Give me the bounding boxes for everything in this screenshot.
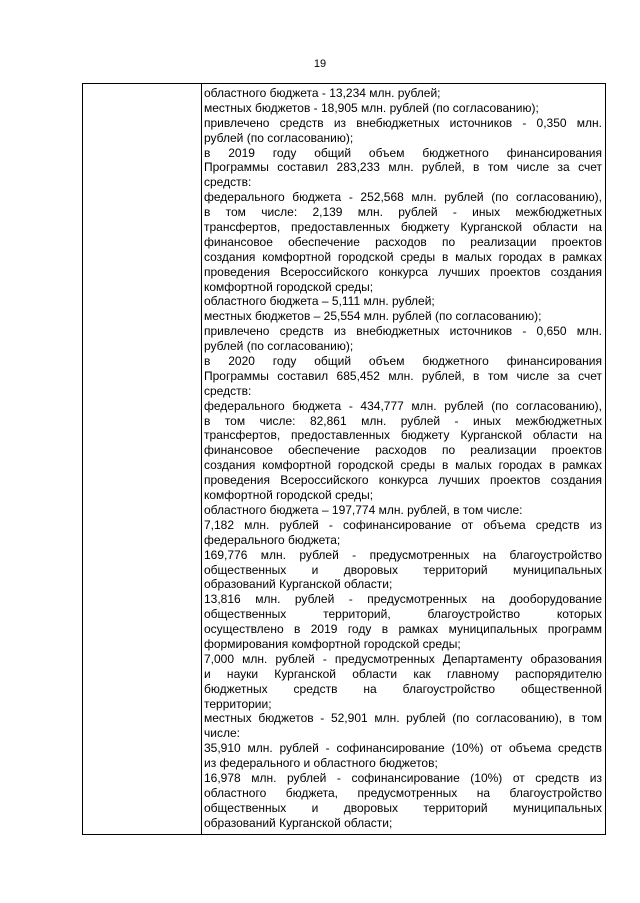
text-line: в 2020 году общий объем бюджетного финансирования [204, 354, 602, 369]
text-line: образований Курганской области; [204, 577, 393, 592]
text-line: федерального бюджета - 434,777 млн. рублей (по согласованию), [204, 398, 602, 413]
text-line: рублей (по согласованию); [204, 130, 354, 145]
text-line: привлечено средств из внебюджетных источников - 0,350 млн. [204, 115, 602, 130]
text-line: Программы составил 283,233 млн. рублей, в том числе за счет [204, 160, 602, 175]
text-line: средств: [204, 175, 252, 190]
text-line: в 2019 году общий объем бюджетного финансирования [204, 145, 602, 160]
financing-text-cell [204, 86, 602, 831]
text-line: создания комфортной городской среды в малых городах в рамках [204, 249, 602, 264]
text-line: 7,000 млн. рублей - предусмотренных Департаменту образования [204, 651, 602, 666]
text-line: рублей (по согласованию); [204, 339, 354, 354]
text-line: проведения Всероссийского конкурса лучших проектов создания [204, 264, 602, 279]
text-line: общественных территорий, благоустройство которых [204, 607, 602, 622]
text-line: и науки Курганской области как главному распорядителю [204, 666, 602, 681]
text-line: из федерального и областного бюджетов; [204, 756, 438, 771]
text-line: трансфертов, предоставленных бюджету Курганской области на [204, 428, 602, 443]
text-line: трансфертов, предоставленных бюджету Курганской области на [204, 220, 602, 235]
text-line: 13,816 млн. рублей - предусмотренных на дооборудование [204, 592, 602, 607]
text-line: 16,978 млн. рублей - софинансирование (10%) от средств из [204, 770, 602, 785]
text-line: 35,910 млн. рублей - софинансирование (10%) от объема средств [204, 741, 602, 756]
text-line: областного бюджета - 13,234 млн. рублей; [204, 86, 441, 100]
page-number: 19 [313, 58, 327, 70]
text-line: образований Курганской области; [204, 815, 393, 830]
text-line: областного бюджета, предусмотренных на благоустройство [204, 785, 602, 800]
text-line: числе: [204, 726, 240, 741]
text-line: комфортной городской среды; [204, 279, 374, 294]
text-line: территории; [204, 696, 272, 711]
column-divider [201, 84, 202, 834]
text-line: федерального бюджета - 252,568 млн. рублей (по согласованию), [204, 190, 602, 205]
document-table [82, 83, 606, 835]
text-line: создания комфортной городской среды в малых городах в рамках [204, 458, 602, 473]
text-line: областного бюджета – 197,774 млн. рублей, в том числе: [204, 502, 523, 517]
text-line: комфортной городской среды; [204, 488, 374, 503]
text-line: местных бюджетов – 25,554 млн. рублей (по согласованию); [204, 309, 542, 324]
text-line: средств: [204, 383, 252, 398]
text-line: в том числе: 82,861 млн. рублей - иных межбюджетных [204, 413, 602, 428]
text-line: осуществлено в 2019 году в рамках муниципальных программ [204, 622, 602, 637]
text-line: общественных и дворовых территорий муниципальных [204, 800, 602, 815]
text-line: федерального бюджета; [204, 532, 341, 547]
text-line: формирования комфортной городской среды; [204, 636, 461, 651]
text-line: местных бюджетов - 18,905 млн. рублей (по согласованию); [204, 100, 539, 115]
text-line: 169,776 млн. рублей - предусмотренных на благоустройство [204, 547, 602, 562]
text-line: финансовое обеспечение расходов по реализации проектов [204, 443, 602, 458]
text-line: бюджетных средств на благоустройство общественной [204, 681, 602, 696]
text-line: в том числе: 2,139 млн. рублей - иных межбюджетных [204, 205, 602, 220]
text-line: Программы составил 685,452 млн. рублей, в том числе за счет [204, 368, 602, 383]
text-line: финансовое обеспечение расходов по реализации проектов [204, 234, 602, 249]
text-line: проведения Всероссийского конкурса лучших проектов создания [204, 473, 602, 488]
text-line: местных бюджетов - 52,901 млн. рублей (по согласованию), в том [204, 711, 602, 726]
text-line: областного бюджета – 5,111 млн. рублей; [204, 294, 435, 309]
text-line: привлечено средств из внебюджетных источников - 0,650 млн. [204, 324, 602, 339]
text-line: общественных и дворовых территорий муниципальных [204, 562, 602, 577]
text-line: 7,182 млн. рублей - софинансирование от объема средств из [204, 517, 602, 532]
